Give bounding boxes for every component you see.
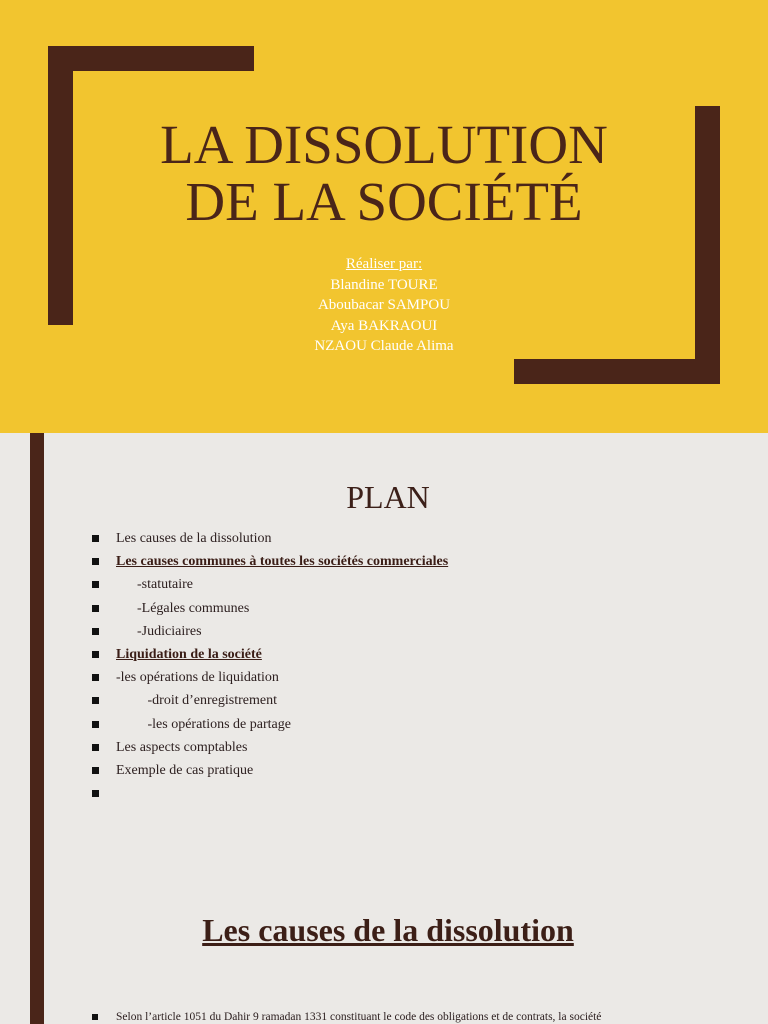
plan-list-item	[90, 759, 448, 782]
plan-slide	[0, 433, 768, 1024]
author-name: NZAOU Claude Alima	[314, 338, 454, 354]
plan-item-text: -statutaire	[116, 577, 193, 593]
title-slide	[0, 0, 768, 433]
bullet-icon	[92, 1014, 98, 1020]
plan-item-text: -les opérations de partage	[116, 716, 291, 732]
plan-list-item	[90, 550, 448, 573]
paragraph-line	[90, 1009, 768, 1024]
plan-list-item	[90, 597, 448, 620]
bullet-icon	[92, 558, 99, 565]
plan-item-text: Liquidation de la société	[116, 646, 262, 662]
author-name: Aboubacar SAMPOU	[317, 297, 451, 313]
plan-list-item	[90, 527, 448, 550]
plan-title: PLAN	[346, 479, 430, 515]
title-line-2: DE LA SOCIÉTÉ	[185, 171, 583, 232]
plan-list-item	[90, 713, 448, 736]
plan-list-item	[90, 782, 448, 805]
plan-item-text: Les causes de la dissolution	[116, 531, 272, 546]
bullet-icon	[92, 697, 99, 704]
bullet-icon	[92, 651, 99, 658]
plan-list-item	[90, 666, 448, 689]
bullet-icon	[92, 605, 99, 612]
bullet-icon	[92, 744, 99, 751]
presentation-title	[0, 116, 768, 230]
plan-list-item	[90, 620, 448, 643]
plan-list-item	[90, 689, 448, 712]
section-heading: Les causes de la dissolution	[202, 912, 574, 948]
plan-item-text: -droit d’enregistrement	[116, 693, 277, 709]
author-name: Aya BAKRAOUI	[330, 317, 438, 334]
author-name: Blandine TOURE	[330, 276, 438, 293]
bullet-icon	[92, 721, 99, 728]
bracket-top-left-horizontal	[48, 46, 254, 71]
plan-item-text: -Judiciaires	[116, 623, 202, 639]
paragraph-text: Selon l’article 1051 du Dahir 9 ramadan 1331 constituant le code des obligations et de contrats, la société	[116, 1011, 602, 1023]
plan-list-item	[90, 736, 448, 759]
bullet-icon	[92, 535, 99, 542]
authors-heading: Réaliser par:	[345, 256, 423, 272]
plan-list-item	[90, 643, 448, 666]
plan-item-text: Les aspects comptables	[116, 739, 248, 755]
bracket-bottom-right-horizontal	[514, 359, 720, 384]
plan-list	[90, 527, 448, 805]
plan-item-text: Les causes communes à toutes les sociétés commerciales	[116, 554, 449, 570]
plan-item-text: Exemple de cas pratique	[116, 762, 254, 778]
bullet-icon	[92, 581, 99, 588]
bullet-icon	[92, 628, 99, 635]
plan-item-text: -les opérations de liquidation	[116, 670, 279, 686]
bullet-icon	[92, 790, 99, 797]
plan-item-text: -Légales communes	[116, 600, 250, 616]
plan-list-item	[90, 573, 448, 596]
title-line-1: LA DISSOLUTION	[160, 114, 608, 175]
authors-block	[0, 254, 768, 357]
bullet-icon	[92, 767, 99, 774]
bullet-icon	[92, 674, 99, 681]
